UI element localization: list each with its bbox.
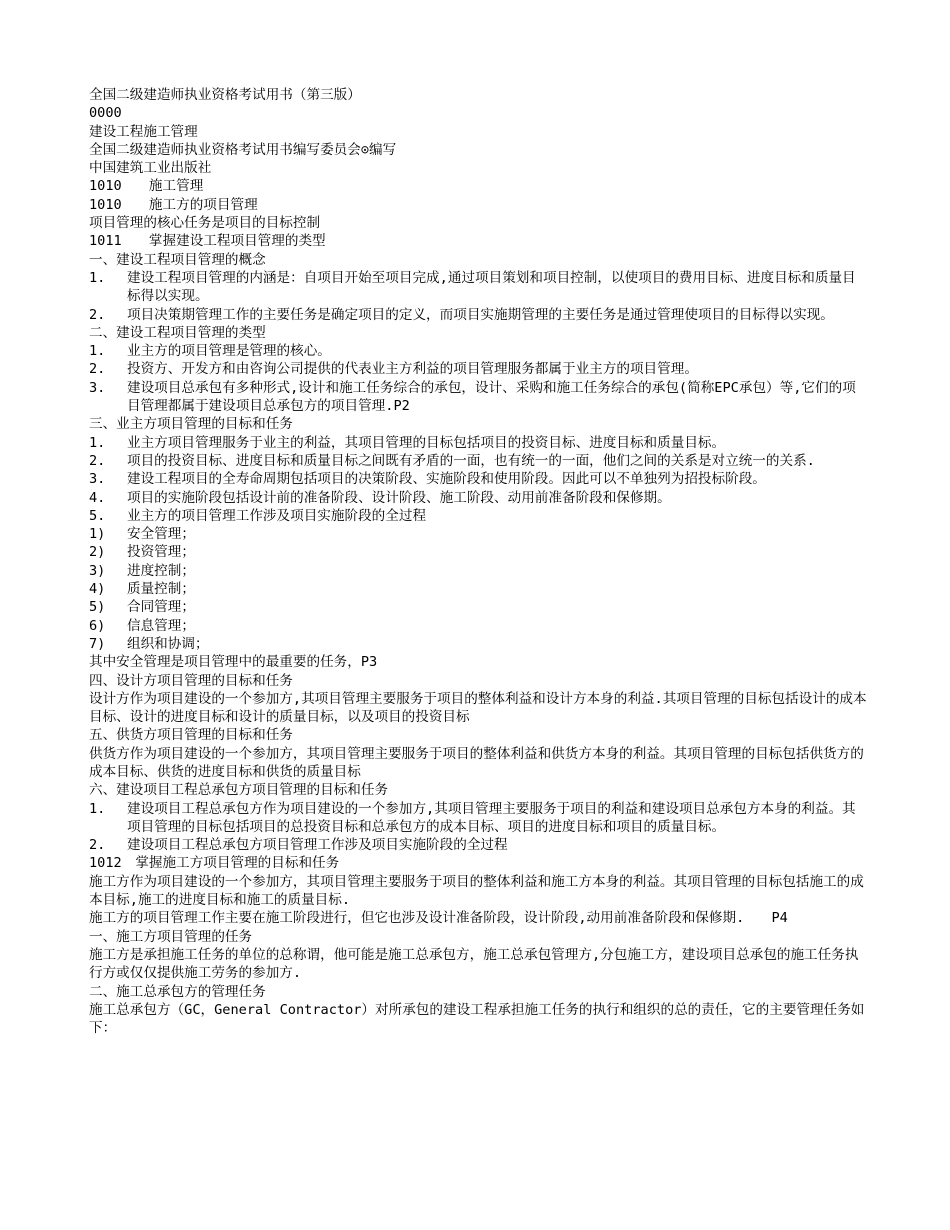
list-item-number: 1.: [89, 800, 106, 817]
paragraph: 一、施工方项目管理的任务: [89, 928, 253, 945]
list-item: [89, 452, 869, 470]
list-item: [89, 269, 869, 306]
list-item-text: 项目的投资目标、进度目标和质量目标之间既有矛盾的一面，也有统一的一面，他们之间的关系是对立统一的关系.: [127, 452, 815, 469]
paragraph: 二、施工总承包方的管理任务: [89, 983, 266, 1000]
paragraph: 其中安全管理是项目管理中的最重要的任务，P3: [89, 654, 378, 671]
list-item-text: 安全管理；: [127, 526, 195, 543]
list-item: [89, 489, 869, 507]
list-item-text: 建设项目工程总承包方项目管理工作涉及项目实施阶段的全过程: [127, 837, 508, 854]
list-item-number: 2.: [89, 452, 106, 469]
list-item-number: 1): [89, 526, 106, 543]
list-item-number: 2.: [89, 837, 106, 854]
list-item-number: 1.: [89, 434, 106, 451]
list-item-number: 2): [89, 544, 106, 561]
paragraph: 施工方的项目管理工作主要在施工阶段进行，但它也涉及设计准备阶段，设计阶段,动用前准备阶段和保修期. P4: [89, 910, 788, 927]
paragraph: 供货方作为项目建设的一个参加方，其项目管理主要服务于项目的整体利益和供货方本身的利益。其项目管理的目标包括供货方的成本目标、供货的进度目标和供货的质量目标: [89, 745, 864, 780]
list-item-text: 建设项目工程总承包方作为项目建设的一个参加方,其项目管理主要服务于项目的利益和建设项目总承包方本身的利益。其项目管理的目标包括项目的总投资目标和总承包方的成本目标、项目的进度目标和项目的质量目标。: [127, 800, 856, 835]
list-item: [89, 306, 869, 324]
list-item-number: 1.: [89, 269, 106, 286]
list-item-number: 2.: [89, 361, 106, 378]
list-item-text: 组织和协调；: [127, 635, 209, 652]
document-body: [89, 86, 869, 1037]
list-item-number: 5): [89, 599, 106, 616]
paragraph: 施工方是承担施工任务的单位的总称谓，他可能是施工总承包方，施工总承包管理方,分包施工方，建设项目总承包的施工任务执行方或仅仅提供施工劳务的参加方.: [89, 946, 859, 982]
list-item-number: 7): [89, 635, 106, 652]
list-item-text: 进度控制；: [127, 562, 195, 579]
list-item-number: 1.: [89, 343, 106, 360]
list-item-text: 建设项目总承包有多种形式,设计和施工任务综合的承包，设计、采购和施工任务综合的承包(简称EPC承包）等,它们的项目管理都属于建设项目总承包方的项目管理.P2: [127, 379, 856, 415]
paragraph: 施工方作为项目建设的一个参加方，其项目管理主要服务于项目的整体利益和施工方本身的利益。其项目管理的目标包括施工的成本目标,施工的进度目标和施工的质量目标.: [89, 873, 864, 909]
paragraph: 1012 掌握施工方项目管理的目标和任务: [89, 855, 340, 872]
list-item-text: 质量控制；: [127, 581, 195, 598]
list-item: [89, 598, 869, 616]
paragraph: 四、设计方项目管理的目标和任务: [89, 672, 293, 689]
list-item-text: 业主方项目管理服务于业主的利益，其项目管理的目标包括项目的投资目标、进度目标和质量目标。: [127, 434, 726, 451]
paragraph: 1011 掌握建设工程项目管理的类型: [89, 233, 326, 250]
paragraph: 二、建设工程项目管理的类型: [89, 324, 266, 341]
paragraph: 中国建筑工业出版社: [89, 160, 212, 177]
list-item-text: 业主方的项目管理工作涉及项目实施阶段的全过程: [127, 507, 427, 524]
paragraph: 三、业主方项目管理的目标和任务: [89, 416, 293, 433]
list-item-number: 6): [89, 617, 106, 634]
list-item-text: 业主方的项目管理是管理的核心。: [127, 343, 331, 360]
paragraph: 五、供货方项目管理的目标和任务: [89, 727, 293, 744]
list-item-number: 5.: [89, 507, 106, 524]
list-item-number: 4): [89, 581, 106, 598]
list-item: [89, 543, 869, 561]
paragraph: 1010 施工方的项目管理: [89, 196, 258, 213]
list-item-number: 4.: [89, 489, 106, 506]
list-item: [89, 617, 869, 635]
list-item-number: 3.: [89, 471, 106, 488]
paragraph: 0000: [89, 105, 122, 122]
list-item: [89, 800, 869, 837]
list-item: [89, 635, 869, 653]
list-item: [89, 360, 869, 378]
list-item: [89, 525, 869, 543]
list-item: [89, 580, 869, 598]
list-item-number: 3.: [89, 379, 106, 396]
paragraph: 六、建设项目工程总承包方项目管理的目标和任务: [89, 782, 389, 799]
paragraph: 设计方作为项目建设的一个参加方,其项目管理主要服务于项目的整体利益和设计方本身的利益.其项目管理的目标包括设计的成本目标、设计的进度目标和设计的质量目标，以及项目的投资目标: [89, 690, 867, 726]
list-item-text: 合同管理；: [127, 599, 195, 616]
list-item-number: 3): [89, 562, 106, 579]
paragraph: 一、建设工程项目管理的概念: [89, 251, 266, 268]
paragraph: 建设工程施工管理: [89, 123, 198, 140]
list-item-text: 信息管理；: [127, 617, 195, 634]
list-item-text: 投资方、开发方和由咨询公司提供的代表业主方利益的项目管理服务都属于业主方的项目管理。: [127, 361, 698, 378]
paragraph: 施工总承包方（GC，General Contractor）对所承包的建设工程承担施工任务的执行和组织的总的责任，它的主要管理任务如下：: [89, 1001, 865, 1037]
paragraph: 全国二级建造师执业资格考试用书编写委员会⊙编写: [89, 141, 397, 158]
list-item: [89, 434, 869, 452]
list-item-text: 投资管理；: [127, 544, 195, 561]
paragraph: 1010 施工管理: [89, 178, 204, 195]
paragraph: 全国二级建造师执业资格考试用书（第三版）: [89, 87, 361, 103]
list-item: [89, 836, 869, 854]
list-item: [89, 470, 869, 488]
list-item: [89, 507, 869, 525]
paragraph: 项目管理的核心任务是项目的目标控制: [89, 215, 321, 232]
list-item: [89, 379, 869, 416]
list-item-number: 2.: [89, 306, 106, 323]
list-item-text: 建设工程项目管理的内涵是：自项目开始至项目完成,通过项目策划和项目控制，以使项目的费用目标、进度目标和质量目标得以实现。: [127, 269, 856, 305]
list-item-text: 项目决策期管理工作的主要任务是确定项目的定义，而项目实施期管理的主要任务是通过管理使项目的目标得以实现。: [127, 306, 834, 323]
list-item: [89, 342, 869, 360]
list-item-text: 项目的实施阶段包括设计前的准备阶段、设计阶段、施工阶段、动用前准备阶段和保修期。: [127, 489, 671, 506]
list-item-text: 建设工程项目的全寿命周期包括项目的决策阶段、实施阶段和使用阶段。因此可以不单独列为招投标阶段。: [127, 471, 766, 488]
list-item: [89, 562, 869, 580]
